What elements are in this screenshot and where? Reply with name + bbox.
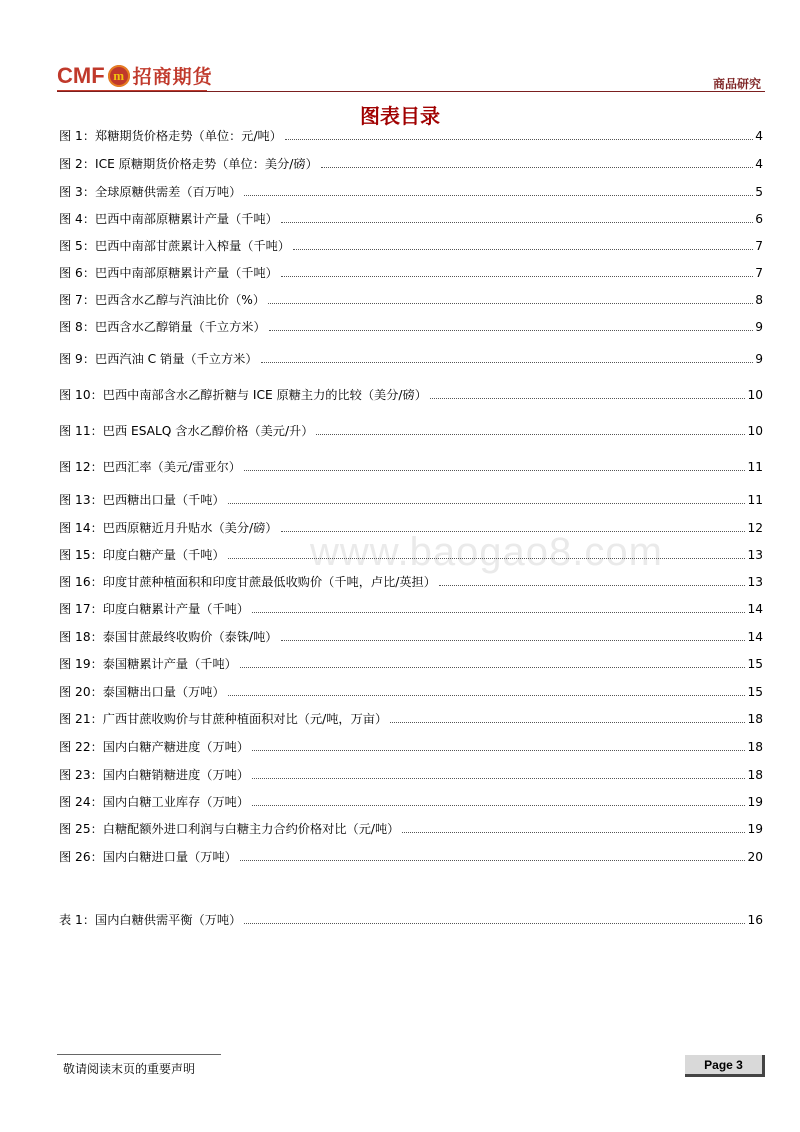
toc-leader-dots: [269, 330, 753, 331]
toc-entry-page: 9: [755, 320, 763, 334]
toc-entry-figure-16[interactable]: [59, 573, 763, 591]
toc-leader-dots: [281, 640, 746, 641]
toc-entry-page: 16: [747, 913, 763, 927]
toc-entry-page: 7: [755, 239, 763, 253]
toc-entry-page: 14: [747, 630, 763, 644]
page-header: [57, 60, 765, 92]
toc-entry-page: 5: [755, 185, 763, 199]
toc-entry-figure-17[interactable]: [59, 600, 763, 618]
toc-entry-figure-21[interactable]: [59, 710, 763, 728]
toc-leader-dots: [240, 667, 746, 668]
toc-entry-label: 图 26：国内白糖进口量（万吨）: [59, 850, 237, 864]
toc-entry-label: 图 8：巴西含水乙醇销量（千立方米）: [59, 320, 266, 334]
footer-disclaimer: 敬请阅读末页的重要声明: [63, 1062, 196, 1076]
toc-entry-label: 图 14：巴西原糖近月升贴水（美分/磅）: [59, 521, 278, 535]
toc-entry-label: 图 15：印度白糖产量（千吨）: [59, 548, 225, 562]
toc-entry-label: 图 13：巴西糖出口量（千吨）: [59, 493, 225, 507]
toc-entry-label: 图 25：白糖配额外进口利润与白糖主力合约价格对比（元/吨）: [59, 822, 400, 836]
toc-leader-dots: [281, 222, 753, 223]
toc-entry-page: 4: [755, 129, 763, 143]
toc-entry-figure-14[interactable]: [59, 519, 763, 537]
toc-entry-page: 20: [747, 850, 763, 864]
toc-entry-label: 图 5：巴西中南部甘蔗累计入榨量（千吨）: [59, 239, 291, 253]
toc-leader-dots: [240, 860, 746, 861]
toc-entry-figure-13[interactable]: [59, 491, 763, 509]
toc-entry-page: 15: [747, 657, 763, 671]
toc-entry-page: 9: [755, 352, 763, 366]
section-label: 商品研究: [712, 77, 761, 91]
toc-entry-label: 图 20：泰国糖出口量（万吨）: [59, 685, 225, 699]
toc-entry-figure-9[interactable]: [59, 350, 763, 368]
toc-entry-label: 图 12：巴西汇率（美元/雷亚尔）: [59, 460, 241, 474]
toc-leader-dots: [316, 434, 745, 435]
toc-leader-dots: [321, 167, 753, 168]
toc-entry-table-1[interactable]: [59, 911, 763, 929]
toc-entry-page: 4: [755, 157, 763, 171]
toc-entry-page: 18: [747, 740, 763, 754]
toc-entry-label: 图 24：国内白糖工业库存（万吨）: [59, 795, 250, 809]
toc-entry-figure-19[interactable]: [59, 655, 763, 673]
toc-entry-figure-24[interactable]: [59, 793, 763, 811]
toc-entry-label: 图 19：泰国糖累计产量（千吨）: [59, 657, 237, 671]
toc-entry-figure-10[interactable]: [59, 386, 763, 404]
toc-entry-page: 10: [747, 388, 763, 402]
toc-entry-page: 13: [747, 548, 763, 562]
toc-entry-page: 13: [747, 575, 763, 589]
toc-entry-page: 12: [747, 521, 763, 535]
toc-leader-dots: [228, 695, 746, 696]
toc-leader-dots: [268, 303, 753, 304]
footer-rule: [57, 1054, 221, 1055]
toc-entry-page: 6: [755, 212, 763, 226]
toc-entry-figure-18[interactable]: [59, 628, 763, 646]
toc-entry-page: 10: [747, 424, 763, 438]
toc-entry-figure-1[interactable]: [59, 127, 763, 145]
toc-leader-dots: [244, 195, 753, 196]
toc-entry-label: 图 4：巴西中南部原糖累计产量（千吨）: [59, 212, 278, 226]
toc-entry-figure-2[interactable]: [59, 155, 763, 173]
logo-latin-text: CMF: [57, 62, 105, 88]
toc-entry-page: 15: [747, 685, 763, 699]
toc-entry-figure-26[interactable]: [59, 848, 763, 866]
toc-entry-label: 表 1：国内白糖供需平衡（万吨）: [59, 913, 242, 927]
toc-entry-page: 19: [747, 795, 763, 809]
toc-leader-dots: [281, 531, 746, 532]
toc-entry-page: 8: [755, 293, 763, 307]
toc-entry-page: 19: [747, 822, 763, 836]
toc-entry-page: 11: [747, 493, 763, 507]
toc-entry-page: 11: [747, 460, 763, 474]
toc-entry-page: 14: [747, 602, 763, 616]
toc-entry-label: 图 18：泰国甘蔗最终收购价（泰铢/吨）: [59, 630, 278, 644]
toc-entry-figure-25[interactable]: [59, 820, 763, 838]
toc-entry-label: 图 7：巴西含水乙醇与汽油比价（%）: [59, 293, 266, 307]
toc-entry-figure-15[interactable]: [59, 546, 763, 564]
toc-entry-page: 18: [747, 768, 763, 782]
page-number-box: [685, 1055, 765, 1077]
toc-entry-figure-20[interactable]: [59, 683, 763, 701]
toc-entry-figure-5[interactable]: [59, 237, 763, 255]
toc-entry-figure-4[interactable]: [59, 210, 763, 228]
toc-entry-figure-12[interactable]: [59, 458, 763, 476]
toc-entry-figure-22[interactable]: [59, 738, 763, 756]
page-number: Page 3: [704, 1057, 743, 1072]
header-rule: [57, 91, 765, 92]
toc-entry-figure-7[interactable]: [59, 291, 763, 309]
toc-entry-figure-8[interactable]: [59, 318, 763, 336]
toc-entry-label: 图 11：巴西 ESALQ 含水乙醇价格（美元/升）: [59, 424, 314, 438]
toc-title: 图表目录: [360, 104, 440, 128]
toc-leader-dots: [252, 778, 745, 779]
toc-entry-figure-3[interactable]: [59, 183, 763, 201]
toc-entry-label: 图 6：巴西中南部原糖累计产量（千吨）: [59, 266, 278, 280]
toc-leader-dots: [390, 722, 745, 723]
toc-entry-label: 图 1：郑糖期货价格走势（单位：元/吨）: [59, 129, 282, 143]
toc-entry-label: 图 21：广西甘蔗收购价与甘蔗种植面积对比（元/吨，万亩）: [59, 712, 388, 726]
toc-entry-figure-6[interactable]: [59, 264, 763, 282]
toc-leader-dots: [439, 585, 746, 586]
toc-leader-dots: [244, 470, 746, 471]
toc-leader-dots: [293, 249, 753, 250]
toc-leader-dots: [252, 750, 745, 751]
toc-leader-dots: [252, 612, 745, 613]
toc-entry-page: 7: [755, 266, 763, 280]
toc-leader-dots: [244, 923, 745, 924]
watermark-text: www.baogao8.com: [310, 530, 663, 574]
toc-entry-label: 图 23：国内白糖销糖进度（万吨）: [59, 768, 250, 782]
toc-entry-figure-23[interactable]: [59, 766, 763, 784]
toc-entry-label: 图 2：ICE 原糖期货价格走势（单位：美分/磅）: [59, 157, 318, 171]
toc-entry-label: 图 16：印度甘蔗种植面积和印度甘蔗最低收购价（千吨，卢比/英担）: [59, 575, 436, 589]
toc-leader-dots: [430, 398, 746, 399]
toc-entry-page: 18: [747, 712, 763, 726]
toc-leader-dots: [228, 503, 746, 504]
toc-entry-figure-11[interactable]: [59, 422, 763, 440]
toc-leader-dots: [252, 805, 745, 806]
logo-emblem-icon: m: [108, 65, 130, 87]
toc-leader-dots: [285, 139, 753, 140]
toc-entry-label: 图 22：国内白糖产糖进度（万吨）: [59, 740, 250, 754]
company-logo: [57, 62, 213, 89]
toc-entry-label: 图 10：巴西中南部含水乙醇折糖与 ICE 原糖主力的比较（美分/磅）: [59, 388, 427, 402]
logo-chinese-text: 招商期货: [132, 66, 213, 88]
toc-entry-label: 图 3：全球原糖供需差（百万吨）: [59, 185, 242, 199]
toc-entry-label: 图 17：印度白糖累计产量（千吨）: [59, 602, 250, 616]
toc-leader-dots: [261, 362, 753, 363]
toc-leader-dots: [281, 276, 753, 277]
toc-entry-label: 图 9：巴西汽油 C 销量（千立方米）: [59, 352, 258, 366]
toc-leader-dots: [228, 558, 746, 559]
toc-leader-dots: [402, 832, 745, 833]
